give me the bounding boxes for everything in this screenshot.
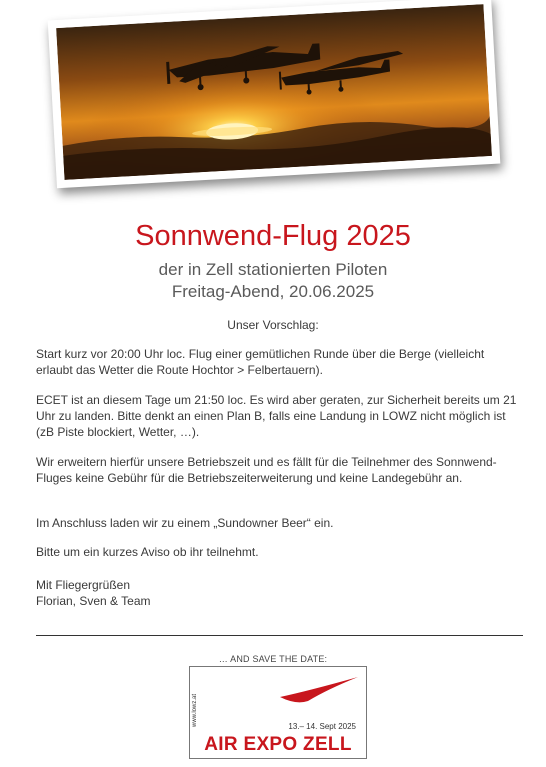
paragraph-ecet: ECET ist an diesem Tage um 21:50 loc. Es wird aber geraten, zur Sicherheit bereits um 21 Uhr zu landen. Bitte denkt an einen Plan B, falls eine Landung in LOWZ nicht möglich ist (zB Piste blockiert, Wetter, …). <box>36 393 517 439</box>
logo-name: AIR EXPO ZELL <box>204 734 352 755</box>
signature: Florian, Sven & Team <box>36 594 151 608</box>
flight-event-title: Sonnwend-Flug 2025 <box>135 220 411 252</box>
logo-website: www.lowz.at <box>192 693 198 727</box>
closing-greeting: Mit Fliegergrüßen <box>36 578 131 592</box>
paragraph-route: Start kurz vor 20:00 Uhr loc. Flug einer gemütlichen Runde über die Berge (vielleicht erlaubt das Wetter die Route Hochtor > Felbertauern). <box>36 347 485 377</box>
air-expo-logo <box>189 666 367 759</box>
save-the-date-label: … AND SAVE THE DATE: <box>218 654 328 664</box>
subtitle-date: Freitag-Abend, 20.06.2025 <box>171 282 375 301</box>
swoosh-icon <box>278 675 360 709</box>
sunset-airplanes-photo <box>48 0 501 188</box>
paragraph-rsvp: Bitte um ein kurzes Aviso ob ihr teilnehmt. <box>36 545 259 559</box>
proposal-heading: Unser Vorschlag: <box>227 318 319 332</box>
closing-block <box>36 577 524 609</box>
subtitle-pilots: der in Zell stationierten Piloten <box>158 260 388 279</box>
paragraph-sundowner: Im Anschluss laden wir zu einem „Sundowner Beer“ ein. <box>36 516 334 530</box>
divider-line <box>36 635 523 636</box>
paragraph-fees: Wir erweitern hierfür unsere Betriebszeit und es fällt für die Teilnehmer des Sonnwend-Fluges keine Gebühr für die Betriebszeiterweiterung und keine Landegebühr an. <box>36 455 497 485</box>
photo-image <box>56 4 492 180</box>
logo-dates: 13.– 14. Sept 2025 <box>288 722 356 731</box>
